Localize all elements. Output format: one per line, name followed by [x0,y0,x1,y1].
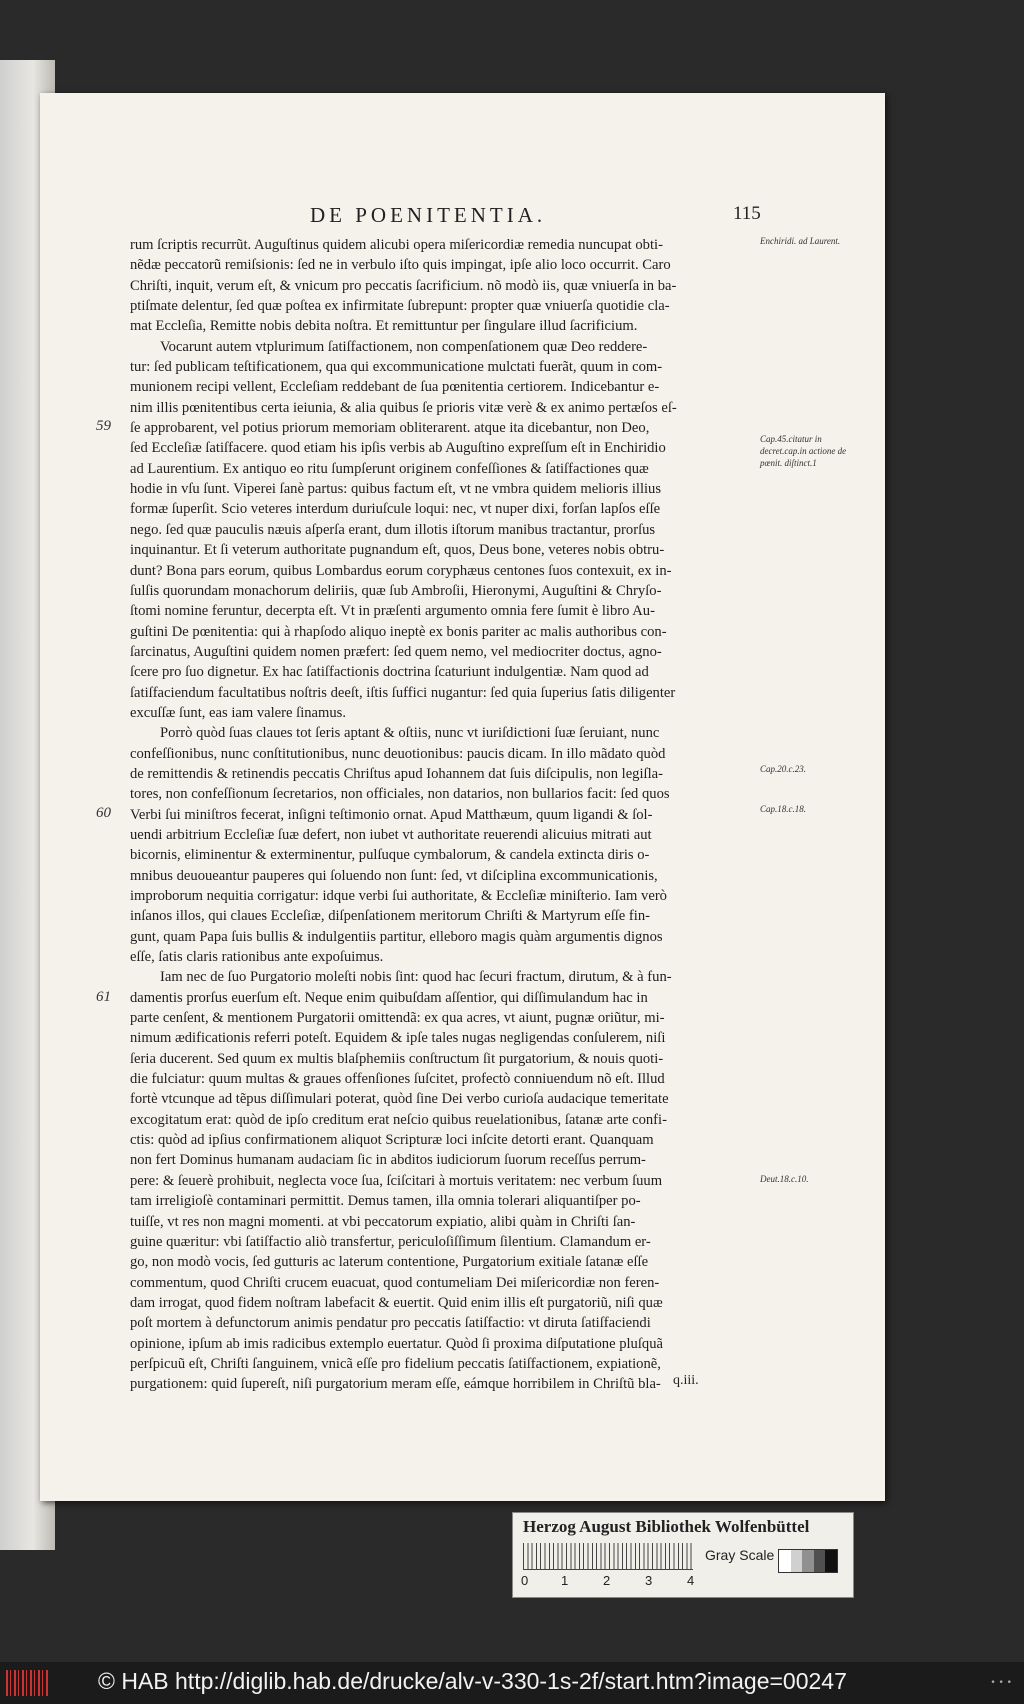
text-line: parte cenſent, & mentionem Purgatorii omittendã: ex qua acres, vt aiunt, pugnæ oriũtur, mi- [130,1010,665,1027]
text-line: purgationem: quid ſupereſt, niſi purgatorium meram eſſe, eámque horribilem in Chriſtũ bla- [130,1376,661,1393]
text-line: guſtini De pœnitentia: qui à rhapſodo aliquo ineptè ex bonis pariter ac malis authoribus con- [130,623,667,640]
text-line: nego. ſed quæ pauculis næuis aſperſa erant, dum illotis iſtorum manibus tractantur, prorſus [130,521,656,538]
text-line: die fulciatur: quum multas & graues offenſiones ſuſcitet, profectò conniuendum nõ eſt. Illud [130,1071,665,1088]
text-line: mnibus deuoueantur pauperes qui ſoluendo non ſunt: ſed, vt diſciplina excommunicationis, [130,867,658,884]
text-line: nimum ædificationis referri poteſt. Equidem & ipſe tales nugas negligendas conſulerem, niſi [130,1030,666,1047]
text-line: improborum nequitia corrigatur: idque verbi ſui authoritate, & Eccleſiæ miniſterio. Iam verò [130,888,667,904]
ruler-number: 4 [687,1573,695,1588]
ruler-number: 1 [561,1573,569,1588]
text-line: pere: & ſeuerè prohibuit, neglecta voce ſua, ſciſcitari à mortuis veritatem: nec verbum ſuum [130,1172,663,1189]
scale-ruler [523,1543,693,1570]
barcode-icon [6,1670,48,1696]
text-line: Vocarunt autem vtplurimum ſatiſfactionem, non compenſationem quæ Deo reddere- [160,338,648,355]
text-line: fortè vtcunque ad tẽpus diſſimulari poterat, quòd ſine Dei verbo curioſa audacique temeritate [130,1091,669,1108]
text-line: inquinantur. Et ſi veterum authoritate pugnandum eſt, quos, Deus bone, veteres nobis obtru- [130,542,665,559]
text-line: Chriſti, inquit, verum eſt, & vnicum pro peccatis ſacrificium. nõ modò iis, quæ vniuerſa in ba- [130,277,677,294]
text-line: go, non modò vocis, ſed gutturis ac laterum contentione, Purgatorium exitiale ſatanæ eſſe [130,1254,649,1271]
text-line: ſeria ducerent. Sed quum ex multis blaſphemiis conſtructum ſit purgatorium, & nouis quoti- [130,1050,664,1067]
text-line: dunt? Bona pars eorum, quibus Lombardus eorum coryphæus centones ſuos contexuit, ex in- [130,562,672,579]
section-number: 61 [96,989,111,1005]
text-line: nim illis pœnitentibus certa ieiunia, & alia quibus ſe prioris vitæ verè & ex animo pertæſos eſ- [130,399,677,416]
footer-dots: • • • [990,1678,1012,1688]
gray-swatch [779,1550,791,1572]
text-line: commentum, quod Chriſti crucem euacuat, quod contumeliam Dei miſericordiæ non feren- [130,1274,660,1291]
text-line: eſſe, ſatis claris rationibus ante expoſuimus. [130,949,384,966]
book-page [40,93,885,1501]
text-line: non fert Dominus humanam audaciam ſic in abditos iudiciorum ſuorum receſſus perrum- [130,1152,646,1169]
running-title: DE POENITENTIA. [310,203,547,227]
text-line: formæ ſuperſit. Scio veteres interdum duriuſcule loqui: nec, vt nuper dixi, forſan lapſos eſſe [130,501,661,518]
text-line: hodie in vſu ſunt. Viperei ſanè partus: quibus factum eſt, vt ne vmbra quidem melioris illius [130,481,662,498]
page-number: 115 [733,203,761,224]
text-line: Verbi ſui miniſtros fecerat, inſigni teſtimonio ornat. Apud Matthæum, quum ligandi & ſol- [130,806,653,823]
footer-copyright: © HAB http://diglib.hab.de/drucke/alv-v-330-1s-2f/start.htm?image=00247 [98,1668,847,1694]
section-number: 59 [96,418,111,434]
gray-scale-swatches [778,1549,838,1573]
text-line: perſpicuũ eſt, Chriſti ſanguinem, vnicã eſſe pro fidelium peccatis ſatiſfactionem, expiationẽ, [130,1355,661,1372]
body-text [130,235,800,1395]
text-line: mat Eccleſia, Remitte nobis debita noſtra. Et remittuntur per ſingulare illud ſacrificium. [130,318,638,335]
text-line: opinione, ipſum ab imis radicibus extemplo euertatur. Quòd ſi proxima diſputatione pluſquã [130,1335,663,1352]
signature-mark: q.iii. [673,1373,699,1388]
text-line: tur: ſed publicam teſtificationem, qua qui excommunicatione mulctati fuerãt, quum in com- [130,359,663,376]
ruler-number: 2 [603,1573,611,1588]
text-line: ptiſmate delentur, ſed quæ poſtea ex infirmitate ſubrepunt: propter quæ vniuerſa quotidie cla- [130,298,670,315]
marginal-note: Cap.45.citatur in decret.cap.in actione de pœnit. diſtinct.1 [760,434,847,468]
marginal-note: Cap.18.c.18. [760,804,806,814]
text-line: tores, non confeſſionum ſecretarios, non officiales, non datarios, non bullarios facit: ſed quos [130,786,670,803]
text-line: confeſſionibus, nunc conſtitutionibus, nunc deuotionibus: paucis dicam. In illo mãdato quòd [130,745,666,762]
text-line: ſtomi nomine feruntur, decerpta eſt. Vt in præſenti argumento omnia fere ſumit è libro Au- [130,603,655,620]
marginal-note: Deut.18.c.10. [760,1174,809,1184]
gray-swatch [814,1550,826,1572]
text-line: tuiſſe, vt res non magni momenti. at vbi peccatorum expiatio, alibi quàm in Chriſti ſan- [130,1213,636,1230]
marginal-note: Enchiridi. ad Laurent. [760,236,841,246]
text-line: ad Laurentium. Ex antiquo eo ritu ſumpſerunt originem confeſſiones & ſatiſfactiones quæ [130,460,649,477]
text-line: uendi arbitrium Eccleſiæ ſuæ defert, non iubet vt authoritate reuerendi alicuius mitrati aut [130,826,652,843]
text-line: dam irrogat, quod fidem noſtram labefacit & euertit. Quid enim illis eſt purgatoriũ, niſi quæ [130,1294,663,1311]
text-line: de remittendis & retinendis peccatis Chriſtus apud Iohannem dat ſuis diſcipulis, non legiſla- [130,765,663,782]
gray-swatch [802,1550,814,1572]
text-line: inſanos illos, qui claues Eccleſiæ, diſpenſationem meritorum Chriſti & Martyrum eſſe fin- [130,908,650,925]
gray-swatch [825,1550,837,1572]
text-line: ſarcinatus, Auguſtini quidem nomen præfert: ſed quem nemo, vel mediocriter doctus, agno- [130,643,662,660]
text-line: tam irreligioſè contaminari permittit. Demus tamen, illa omnia tolerari aliquantiſper po- [130,1193,641,1210]
text-line: rum ſcriptis recurrũt. Auguſtinus quidem alicubi opera miſericordiæ remedia nuncupat obti- [130,237,663,253]
text-line: nẽdæ peccatorũ remiſsionis: ſed ne in verbulo iſto quis impingat, ipſe alio loco occurrit. Caro [130,257,671,274]
text-line: guine quæritur: vbi ſatiſfactio aliò transfertur, periculoſiſſimum ſilentium. Clamandum er- [130,1233,651,1250]
text-line: ſatiſfaciendum facultatibus noſtris deeſt, iſtis ſuffici nugantur: ſed quia ſuperius ſatis diligenter [130,684,676,701]
text-line: munionem recipi vellent, Eccleſiam reddebant de ſua pœnitentia certiorem. Indicebantur e- [130,379,660,396]
text-line: excuſſæ ſunt, eas iam valere ſinamus. [130,704,347,721]
page-header [40,203,885,233]
gray-swatch [791,1550,803,1572]
text-line: bicornis, eliminentur & exterminentur, pulſuque cymbalorum, & candela extincta diris o- [130,847,650,864]
text-line: gunt, quam Papa ſuis bullis & indulgentiis partitur, elleboro magis quàm argumentis dignos [130,928,663,945]
card-title: Herzog August Bibliothek Wolfenbüttel [523,1517,810,1536]
text-line: poſt mortem à defunctorum animis pendatur pro peccatis ſatiſfactio: vt diruta ſatiſfaciendi [130,1315,651,1332]
footer-bar [0,1662,1024,1704]
text-line: ſed Eccleſiæ ſatiſfacere. quod etiam his ipſis verbis ab Auguſtino expreſſum eſt in Enchiridio [130,440,666,457]
text-line: ſulſis quorundam monachorum deliriis, quæ ſub Ambroſii, Hieronymi, Auguſtini & Chryſo- [130,582,662,599]
section-number: 60 [96,805,111,821]
text-line: Iam nec de ſuo Purgatorio moleſti nobis ſint: quod hac ſecuri fractum, dirutum, & à fun- [160,969,672,986]
ruler-number: 0 [521,1573,529,1588]
text-line: damentis prorſus euerſum eſt. Neque enim quibuſdam aſſentior, qui diſſimulandum hac in [130,989,648,1006]
ruler-number: 3 [645,1573,653,1588]
text-line: ſe approbarent, vel potius priorum memoriam obliterarent. atque ita dicebantur, non Deo, [130,420,650,437]
marginal-note: Cap.20.c.23. [760,764,806,774]
text-line: excogitatum erat: quòd de ipſo creditum erat neſcio quibus reuelationibus, ſatanæ arte confi- [130,1111,667,1128]
text-line: ctis: quòd ad ipſius confirmationem aliquot Scripturæ loci inſcite detorti erant. Quanquam [130,1132,654,1149]
text-line: Porrò quòd ſuas claues tot ſeris aptant & oſtiis, nunc vt iuriſdictioni ſuæ ſeruiant, nunc [160,725,660,742]
text-line: ſcere pro ſuo dignetur. Ex hac ſatiſfactionis doctrina ſcaturiunt indulgentiæ. Nam quod ad [130,664,649,681]
gray-scale-label: Gray Scale [705,1547,775,1563]
color-reference-card [512,1512,854,1598]
